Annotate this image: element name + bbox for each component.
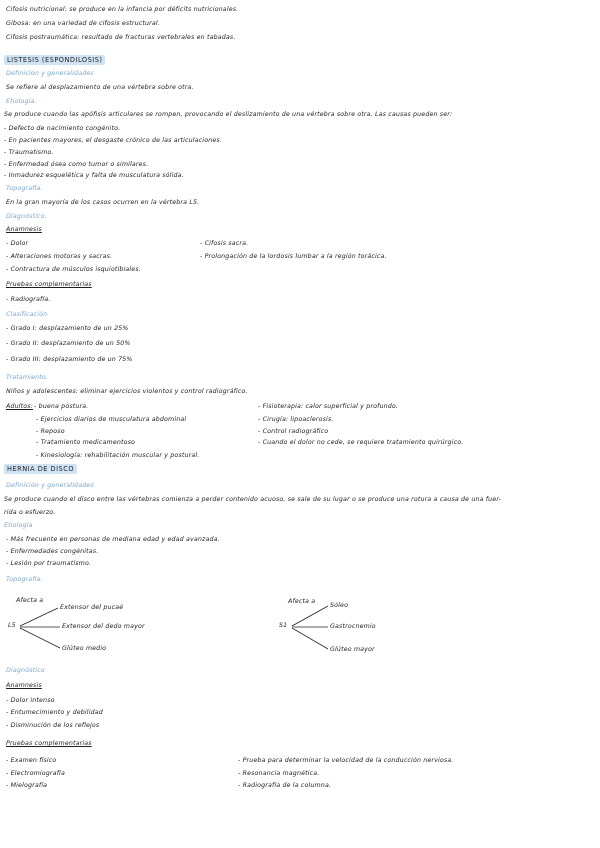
cause-item: - Traumatismo. (4, 149, 54, 156)
heading-topography: Topografía. (6, 576, 43, 583)
test-item: - Mielografía (6, 782, 48, 789)
adult-item: - Control radiográfico (258, 428, 329, 435)
anamnesis-item: - Cifosis sacra. (200, 240, 249, 247)
diagram-branch: Sóleo (330, 602, 349, 609)
treatment-children: Niños y adolescentes: eliminar ejercicios violentos y control radiográfico. (6, 388, 248, 395)
heading-etiology: Etiología (4, 522, 33, 529)
anamnesis-item: - Disminución de los reflejos (6, 722, 100, 729)
heading-complementary-tests: Pruebas complementarias (6, 740, 92, 747)
grade-item: - Grado I: desplazamiento de un 25% (6, 325, 129, 332)
anamnesis-item: - Contractura de músculos isquiotibiales. (6, 266, 141, 273)
cause-item: - En pacientes mayores, el desgaste crónico de las articulaciones. (4, 137, 222, 144)
diagram-root: L5 (8, 622, 16, 629)
cause-item: - Defecto de nacimiento congénito. (4, 125, 121, 132)
test-item: - Radiografía. (6, 296, 51, 303)
diagram-header: Afecta a (288, 598, 316, 605)
heading-treatment: Tratamiento. (6, 374, 49, 381)
section-title-listesis: LISTESIS (ESPONDILOSIS) (4, 55, 105, 65)
adult-item: - Tratamiento medicamentoso (36, 439, 136, 446)
diagram-branch: Gastrocnemio (330, 623, 376, 630)
branch-line (20, 608, 58, 626)
test-item: - Radiografía de la columna. (238, 782, 332, 789)
branch-line (292, 606, 328, 626)
diagram-branch: Extensor del dedo mayor (62, 623, 145, 630)
heading-anamnesis: Anamnesis (6, 226, 42, 233)
grade-item: - Grado II: desplazamiento de un 50% (6, 340, 131, 347)
diagram-branch: Glúteo mayor (330, 646, 375, 653)
heading-classification: Clasificación (6, 311, 48, 318)
section-title-hernia: HERNIA DE DISCO (4, 464, 77, 474)
anamnesis-item: - Alteraciones motoras y sacras. (6, 253, 113, 260)
branch-line (20, 628, 60, 648)
diagram-header: Afecta a (16, 597, 44, 604)
test-item: - Prueba para determinar la velocidad de la conducción nerviosa. (238, 757, 454, 764)
anamnesis-item: - Dolor intenso (6, 697, 55, 704)
anamnesis-item: - Dolor (6, 240, 29, 247)
adult-item: - Fisioterapia: calor superficial y profundo. (258, 403, 399, 410)
adult-item: - Cuando el dolor no cede, se requiere tratamiento quirúrgico. (258, 439, 464, 446)
etiology-text: Se produce cuando las apófisis articulares se rompen, provocando el deslizamiento de una vértebra sobre otra. Las causas pueden ser: (4, 111, 453, 118)
etiology-item: - Más frecuente en personas de mediana edad y edad avanzada. (6, 536, 220, 543)
test-item: - Resonancia magnética. (238, 770, 320, 777)
cause-item: - Inmadurez esquelética y falta de musculatura sólida. (4, 172, 184, 179)
intro-line-1: Cifosis nutricional: se produce en la infancia por déficits nutricionales. (6, 6, 239, 13)
definition-text: Se refiere al desplazamiento de una vértebra sobre otra. (6, 84, 194, 91)
etiology-item: - Lesión por traumatismo. (6, 560, 92, 567)
etiology-item: - Enfermedades congénitas. (6, 548, 99, 555)
heading-topography: Topografía. (6, 185, 43, 192)
heading-complementary-tests: Pruebas complementarias (6, 281, 92, 288)
adult-item: - Kinesiología: rehabilitación muscular y postural. (36, 452, 200, 459)
diagram-root: S1 (279, 622, 288, 629)
test-item: - Examen físico (6, 757, 57, 764)
definition-text: Se produce cuando el disco entre las vértebras comienza a perder contenido acuoso, se sale de su lugar o se produce una rotura a causa de una fuer- (4, 496, 502, 503)
diagram-branch: Extensor del pucaé (60, 604, 124, 611)
anamnesis-item: - Entumecimiento y debilidad (6, 709, 103, 716)
adults-label: Adultos: (6, 403, 33, 410)
adult-item: - Reposo (36, 428, 65, 435)
topography-text: En la gran mayoría de los casos ocurren en la vértebra L5. (6, 199, 200, 206)
adult-item: - Cirugía: lipoaclerosis. (258, 416, 334, 423)
diagram-branch: Glúteo medio (62, 645, 107, 652)
heading-etiology: Etiología. (6, 98, 37, 105)
adult-item: - buena postura. (34, 403, 89, 410)
adult-item: - Ejercicios diarios de musculatura abdominal (36, 416, 187, 423)
test-item: - Electromiografía (6, 770, 65, 777)
heading-diagnosis: Diagnóstico (6, 667, 45, 674)
grade-item: - Grado III: desplazamiento de un 75% (6, 356, 133, 363)
heading-anamnesis: Anamnesis (6, 682, 42, 689)
definition-text-cont: rida o esfuerzo. (4, 509, 56, 516)
intro-line-2: Gibosa: en una variedad de cifosis estructural. (6, 20, 160, 27)
anamnesis-item: - Prolongación de la lordosis lumbar a la región torácica. (200, 253, 387, 260)
cause-item: - Enfermedad ósea como tumor o similares. (4, 161, 149, 168)
heading-diagnosis: Diagnóstico. (6, 213, 47, 220)
heading-definition: Definición y generalidades (6, 482, 94, 489)
branch-line (292, 628, 328, 649)
heading-definition: Definición y generalidades (6, 70, 94, 77)
intro-line-3: Cifosis postraumática: resultado de fracturas vertebrales en tabadas. (6, 34, 236, 41)
